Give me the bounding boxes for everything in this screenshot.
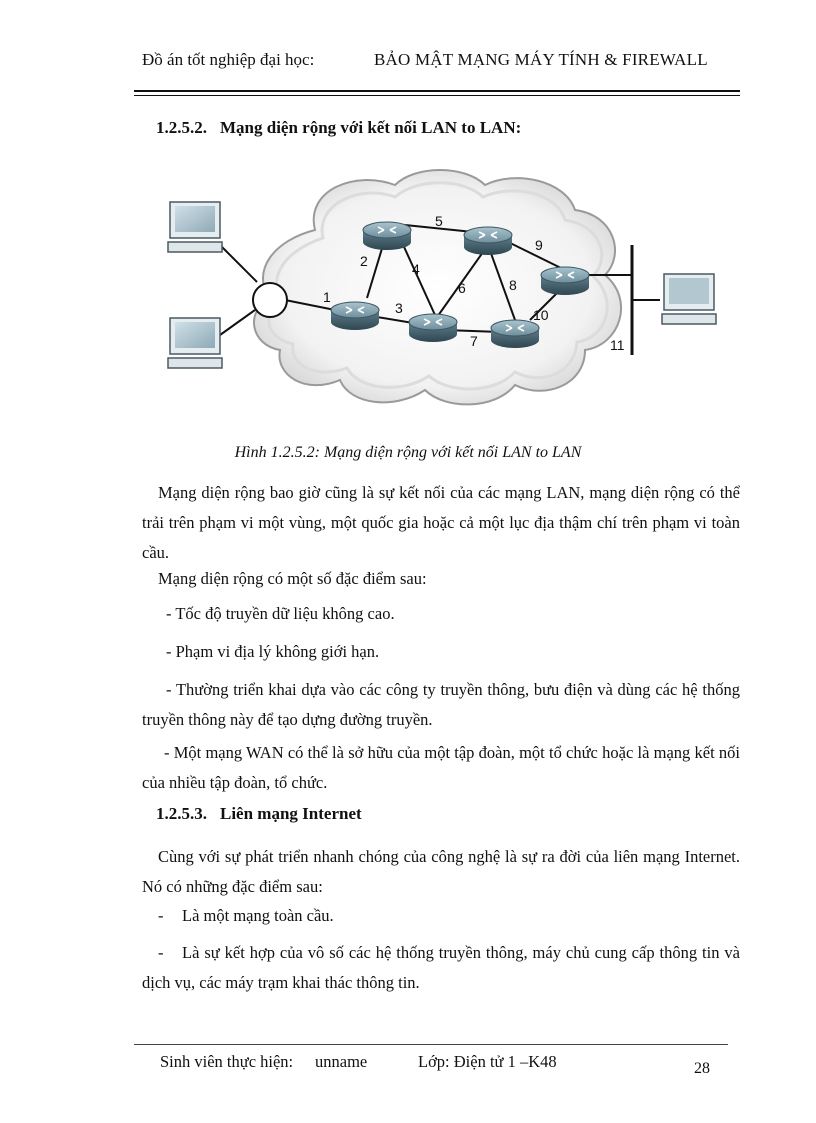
link-label-5: 5 bbox=[435, 213, 443, 229]
link-pc2-hub bbox=[220, 310, 255, 335]
paragraph-wan-features: Mạng diện rộng có một số đặc điểm sau: bbox=[158, 569, 427, 588]
section-title: Liên mạng Internet bbox=[220, 804, 362, 823]
router-icon bbox=[464, 227, 512, 255]
header-rule-thin bbox=[134, 95, 740, 96]
bullet-speed: - Tốc độ truyền dữ liệu không cao. bbox=[166, 604, 395, 623]
footer-rule bbox=[134, 1044, 728, 1045]
figure-caption: Hình 1.2.5.2: Mạng diện rộng với kết nối LAN to LAN bbox=[234, 444, 582, 461]
header-title: BẢO MẬT MẠNG MÁY TÍNH & FIREWALL bbox=[374, 50, 708, 69]
link-label-7: 7 bbox=[470, 333, 478, 349]
paragraph-internet-intro: Cùng với sự phát triển nhanh chóng của công nghệ là sự ra đời của liên mạng Internet. Nó có những đặc điểm sau: bbox=[142, 847, 740, 896]
hub-icon bbox=[253, 283, 287, 317]
header-left: Đồ án tốt nghiệp đại học: bbox=[142, 50, 315, 69]
header-rule bbox=[134, 90, 740, 92]
computer-icon-bottom-left bbox=[168, 318, 222, 368]
router-icon bbox=[363, 222, 411, 250]
bullet-telecom: - Thường triển khai dựa vào các công ty truyền thông, bưu điện và dùng các hệ thống truyền thông này để tạo dựng đường truyền. bbox=[142, 680, 740, 729]
list-item-combination: Là sự kết hợp của vô số các hệ thống truyền thông, máy chủ cung cấp thông tin và dịch vụ, các máy trạm khai thác thông tin. bbox=[142, 943, 740, 992]
link-label-11: 11 bbox=[610, 337, 625, 353]
bullet-ownership: - Một mạng WAN có thể là sở hữu của một tập đoàn, một tổ chức hoặc là mạng kết nối của nhiều tập đoàn, tổ chức. bbox=[142, 743, 740, 792]
link-pc1-hub bbox=[220, 245, 257, 282]
section-heading-1253 bbox=[156, 804, 362, 824]
router-icon bbox=[491, 320, 539, 348]
page-number: 28 bbox=[694, 1060, 710, 1077]
section-title: Mạng diện rộng với kết nối LAN to LAN: bbox=[220, 118, 522, 137]
link-label-8: 8 bbox=[509, 277, 517, 293]
link-label-6: 6 bbox=[458, 280, 466, 296]
list-dash: - bbox=[158, 906, 164, 925]
link-label-1: 1 bbox=[323, 289, 331, 305]
footer-class: Lớp: Điện tử 1 –K48 bbox=[418, 1052, 557, 1071]
computer-icon-right bbox=[660, 272, 720, 336]
link-label-10: 10 bbox=[533, 307, 549, 323]
list-item-global: Là một mạng toàn cầu. bbox=[182, 906, 334, 925]
section-number: 1.2.5.2. bbox=[156, 118, 207, 137]
link-label-3: 3 bbox=[395, 300, 403, 316]
router-icon bbox=[409, 314, 457, 342]
computer-icon-top-left bbox=[168, 202, 222, 252]
section-heading-1252 bbox=[156, 118, 521, 138]
section-number: 1.2.5.3. bbox=[156, 804, 207, 823]
paragraph-wan-intro: Mạng diện rộng bao giờ cũng là sự kết nối của các mạng LAN, mạng diện rộng có thể trải trên phạm vi một vùng, một quốc gia hoặc cả một lục địa thậm chí trên phạm vi toàn cầu. bbox=[142, 483, 740, 562]
link-label-2: 2 bbox=[360, 253, 368, 269]
router-icon bbox=[541, 267, 589, 295]
wan-diagram bbox=[155, 160, 665, 420]
footer-student-name: unname bbox=[315, 1052, 368, 1071]
bullet-range: - Phạm vi địa lý không giới hạn. bbox=[166, 642, 380, 661]
link-label-9: 9 bbox=[535, 237, 543, 253]
link-label-4: 4 bbox=[412, 261, 420, 277]
footer-student-label: Sinh viên thực hiện: bbox=[160, 1052, 294, 1071]
list-dash: - bbox=[158, 943, 164, 962]
router-icon bbox=[331, 302, 379, 330]
